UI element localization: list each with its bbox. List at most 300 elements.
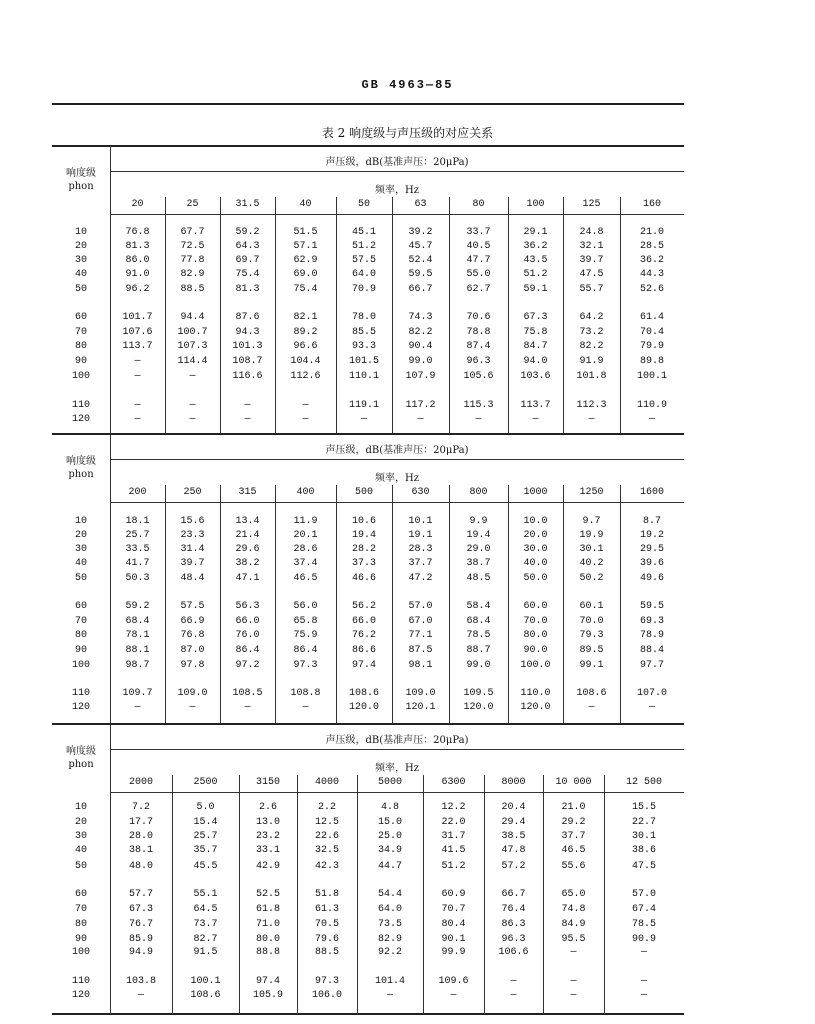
spl-value: 97.4 xyxy=(351,660,376,671)
spl-value: 19.9 xyxy=(579,530,604,541)
spl-value: 30.1 xyxy=(579,544,604,555)
phon-level: 90 xyxy=(74,934,87,945)
table-section-3 xyxy=(52,723,684,1015)
spl-value: — xyxy=(475,414,482,425)
spl-value: 78.5 xyxy=(631,919,656,930)
spl-value: 89.8 xyxy=(639,356,664,367)
spl-value: 97.3 xyxy=(293,660,318,671)
spl-value: — xyxy=(244,702,251,713)
spl-value: 36.2 xyxy=(523,241,548,252)
span-title-rule xyxy=(110,459,684,460)
spl-value: — xyxy=(510,990,517,1001)
phon-level: 10 xyxy=(74,802,87,813)
spl-value: 108.6 xyxy=(576,688,607,699)
spl-value: 106.0 xyxy=(311,990,342,1001)
phon-level: 80 xyxy=(74,919,87,930)
spl-value: 64.5 xyxy=(193,904,218,915)
spl-value: 31.7 xyxy=(441,831,466,842)
spl-value: 92.2 xyxy=(377,947,402,958)
row-header-line1: 响度级 xyxy=(66,746,96,757)
phon-level: 60 xyxy=(74,889,87,900)
frequency-column-head: 800 xyxy=(469,487,488,498)
spl-value: 70.9 xyxy=(351,284,376,295)
spl-value: 42.3 xyxy=(314,861,339,872)
spl-value: — xyxy=(137,990,144,1001)
spl-value: — xyxy=(302,414,309,425)
spl-value: 20.0 xyxy=(523,530,548,541)
spl-value: 51.2 xyxy=(523,269,548,280)
header-rule xyxy=(52,103,684,105)
spl-value: 78.1 xyxy=(125,630,150,641)
spl-value: 67.0 xyxy=(408,616,433,627)
section-top-rule xyxy=(52,433,684,435)
spl-value: 82.9 xyxy=(377,934,402,945)
spl-value: 29.0 xyxy=(466,544,491,555)
spl-value: 87.0 xyxy=(180,645,205,656)
spl-value: — xyxy=(302,400,309,411)
spl-value: 39.6 xyxy=(639,558,664,569)
spl-value: 85.5 xyxy=(351,327,376,338)
spl-value: 70.4 xyxy=(639,327,664,338)
spl-value: 24.8 xyxy=(579,227,604,238)
phon-level: 50 xyxy=(74,284,87,295)
spl-value: 29.5 xyxy=(639,544,664,555)
spl-value: 71.0 xyxy=(255,919,280,930)
spl-value: 59.1 xyxy=(523,284,548,295)
spl-value: 47.5 xyxy=(579,269,604,280)
spl-value: — xyxy=(640,976,647,987)
frequency-column-head: 8000 xyxy=(501,777,526,788)
spl-value: 34.9 xyxy=(377,845,402,856)
phon-level: 20 xyxy=(74,817,87,828)
phon-level: 30 xyxy=(74,255,87,266)
spl-value: 66.7 xyxy=(501,889,526,900)
spl-value: 50.3 xyxy=(125,573,150,584)
phon-level: 60 xyxy=(74,312,87,323)
row-header-line1: 响度级 xyxy=(66,168,96,179)
phon-level: 100 xyxy=(71,947,90,958)
spl-value: — xyxy=(640,947,647,958)
spl-value: — xyxy=(640,990,647,1001)
spl-value: 64.0 xyxy=(351,269,376,280)
spl-value: 87.6 xyxy=(235,312,260,323)
spl-value: — xyxy=(648,702,655,713)
spl-value: 56.2 xyxy=(351,601,376,612)
section-top-rule xyxy=(52,723,684,725)
phon-level: 80 xyxy=(74,630,87,641)
spl-value: 39.7 xyxy=(579,255,604,266)
spl-value: 41.5 xyxy=(441,845,466,856)
spl-value: 46.6 xyxy=(351,573,376,584)
spl-value: 48.5 xyxy=(466,573,491,584)
frequency-column-head: 5000 xyxy=(377,777,402,788)
phon-level: 100 xyxy=(71,660,90,671)
spl-value: 55.6 xyxy=(561,861,586,872)
spl-value: 23.2 xyxy=(255,831,280,842)
spl-span-title: 声压级，dB(基准声压：20μPa) xyxy=(325,157,469,168)
spl-value: 33.1 xyxy=(255,845,280,856)
spl-value: 97.8 xyxy=(180,660,205,671)
spl-value: 38.7 xyxy=(466,558,491,569)
spl-value: 42.9 xyxy=(255,861,280,872)
spl-value: 88.5 xyxy=(180,284,205,295)
spl-value: 4.8 xyxy=(380,802,399,813)
spl-value: 57.5 xyxy=(351,255,376,266)
spl-value: 101.5 xyxy=(348,356,379,367)
spl-value: 91.9 xyxy=(579,356,604,367)
spl-value: 10.1 xyxy=(408,516,433,527)
spl-value: 47.5 xyxy=(631,861,656,872)
spl-value: 110.9 xyxy=(636,400,667,411)
phon-level: 70 xyxy=(74,616,87,627)
frequency-column-head: 160 xyxy=(642,199,661,210)
spl-value: 117.2 xyxy=(405,400,436,411)
spl-value: 85.9 xyxy=(128,934,153,945)
spl-value: 101.8 xyxy=(576,371,607,382)
spl-value: 55.0 xyxy=(466,269,491,280)
spl-value: 66.9 xyxy=(180,616,205,627)
spl-value: 98.1 xyxy=(408,660,433,671)
spl-value: 67.7 xyxy=(180,227,205,238)
spl-value: 97.7 xyxy=(639,660,664,671)
span-title-rule xyxy=(110,171,684,172)
spl-value: 67.3 xyxy=(523,312,548,323)
spl-value: 25.7 xyxy=(125,530,150,541)
phon-level: 30 xyxy=(74,831,87,842)
spl-value: 76.2 xyxy=(351,630,376,641)
spl-value: 86.4 xyxy=(293,645,318,656)
phon-level: 70 xyxy=(74,904,87,915)
frequency-column-head: 4000 xyxy=(314,777,339,788)
spl-value: 47.7 xyxy=(466,255,491,266)
spl-value: 38.5 xyxy=(501,831,526,842)
spl-value: 115.3 xyxy=(463,400,494,411)
spl-value: 57.5 xyxy=(180,601,205,612)
spl-value: 96.2 xyxy=(125,284,150,295)
spl-value: 43.5 xyxy=(523,255,548,266)
spl-value: 94.9 xyxy=(128,947,153,958)
spl-value: — xyxy=(648,414,655,425)
spl-value: 10.6 xyxy=(351,516,376,527)
phon-level: 10 xyxy=(74,227,87,238)
spl-value: 30.1 xyxy=(631,831,656,842)
spl-value: 82.2 xyxy=(579,341,604,352)
phon-level: 60 xyxy=(74,601,87,612)
spl-value: 59.2 xyxy=(125,601,150,612)
spl-value: 66.0 xyxy=(351,616,376,627)
spl-value: 33.7 xyxy=(466,227,491,238)
spl-value: 69.3 xyxy=(639,616,664,627)
frequency-column-head: 2000 xyxy=(128,777,153,788)
frequency-column-head: 250 xyxy=(183,487,202,498)
spl-value: 113.7 xyxy=(520,400,551,411)
spl-value: 91.5 xyxy=(193,947,218,958)
spl-value: 108.6 xyxy=(190,990,221,1001)
spl-value: 25.7 xyxy=(193,831,218,842)
spl-value: 100.0 xyxy=(520,660,551,671)
spl-value: — xyxy=(588,414,595,425)
spl-value: 75.4 xyxy=(235,269,260,280)
spl-value: 109.6 xyxy=(438,976,469,987)
spl-value: 112.3 xyxy=(576,400,607,411)
phon-level: 80 xyxy=(74,341,87,352)
phon-level: 110 xyxy=(71,976,90,987)
spl-value: 94.4 xyxy=(180,312,205,323)
spl-value: 99.0 xyxy=(408,356,433,367)
spl-value: 2.6 xyxy=(258,802,277,813)
spl-value: 60.0 xyxy=(523,601,548,612)
spl-value: 59.5 xyxy=(639,601,664,612)
spl-value: 79.9 xyxy=(639,341,664,352)
spl-value: 66.7 xyxy=(408,284,433,295)
spl-value: 2.2 xyxy=(317,802,336,813)
spl-value: 47.1 xyxy=(235,573,260,584)
spl-value: 51.2 xyxy=(441,861,466,872)
spl-value: 62.7 xyxy=(466,284,491,295)
phon-level: 90 xyxy=(74,356,87,367)
spl-value: 64.0 xyxy=(377,904,402,915)
spl-value: — xyxy=(588,702,595,713)
spl-value: 49.6 xyxy=(639,573,664,584)
spl-value: 112.6 xyxy=(290,371,321,382)
spl-value: 38.6 xyxy=(631,845,656,856)
spl-value: — xyxy=(510,976,517,987)
spl-value: 20.1 xyxy=(293,530,318,541)
spl-value: 69.7 xyxy=(235,255,260,266)
spl-value: 51.5 xyxy=(293,227,318,238)
frequency-column-head: 20 xyxy=(131,199,144,210)
spl-value: 108.8 xyxy=(290,688,321,699)
spl-value: — xyxy=(302,702,309,713)
spl-value: 30.0 xyxy=(523,544,548,555)
frequency-column-head: 630 xyxy=(411,487,430,498)
frequency-column-head: 1000 xyxy=(523,487,548,498)
spl-value: 29.4 xyxy=(501,817,526,828)
spl-value: 11.9 xyxy=(293,516,318,527)
spl-value: 105.6 xyxy=(463,371,494,382)
spl-value: 7.2 xyxy=(131,802,150,813)
spl-value: 80.4 xyxy=(441,919,466,930)
row-header-line2: phon xyxy=(68,181,94,192)
spl-value: 20.4 xyxy=(501,802,526,813)
spl-value: 70.5 xyxy=(314,919,339,930)
spl-value: 67.4 xyxy=(631,904,656,915)
spl-value: 99.1 xyxy=(579,660,604,671)
spl-value: 90.1 xyxy=(441,934,466,945)
spl-value: 103.6 xyxy=(520,371,551,382)
spl-value: 29.6 xyxy=(235,544,260,555)
spl-value: 29.2 xyxy=(561,817,586,828)
spl-value: 17.7 xyxy=(128,817,153,828)
frequency-column-head: 500 xyxy=(354,487,373,498)
spl-span-title: 声压级，dB(基准声压：20μPa) xyxy=(325,445,469,456)
frequency-column-head: 40 xyxy=(299,199,312,210)
row-header-line2: phon xyxy=(68,469,94,480)
spl-value: 56.3 xyxy=(235,601,260,612)
spl-value: 66.0 xyxy=(235,616,260,627)
spl-value: 19.4 xyxy=(466,530,491,541)
spl-value: 76.8 xyxy=(125,227,150,238)
spl-value: 48.0 xyxy=(128,861,153,872)
row-header-label xyxy=(52,745,110,771)
spl-value: 19.4 xyxy=(351,530,376,541)
spl-value: 50.0 xyxy=(523,573,548,584)
spl-value: 109.0 xyxy=(177,688,208,699)
spl-value: 12.2 xyxy=(441,802,466,813)
spl-value: 74.3 xyxy=(408,312,433,323)
phon-level: 100 xyxy=(71,371,90,382)
spl-value: 40.0 xyxy=(523,558,548,569)
spl-value: 79.6 xyxy=(314,934,339,945)
spl-value: 120.0 xyxy=(348,702,379,713)
spl-value: 57.0 xyxy=(631,889,656,900)
spl-value: 51.8 xyxy=(314,889,339,900)
section-top-rule xyxy=(52,145,684,147)
spl-value: 86.3 xyxy=(501,919,526,930)
section-bottom-rule xyxy=(52,1013,684,1015)
spl-value: 57.2 xyxy=(501,861,526,872)
spl-value: 13.0 xyxy=(255,817,280,828)
spl-value: 96.3 xyxy=(501,934,526,945)
spl-value: 120.1 xyxy=(405,702,436,713)
spl-value: 99.9 xyxy=(441,947,466,958)
spl-value: 68.4 xyxy=(466,616,491,627)
table-caption: 表 2 响度级与声压级的对应关系 xyxy=(321,126,494,140)
spl-value: 13.4 xyxy=(235,516,260,527)
spl-value: 15.5 xyxy=(631,802,656,813)
spl-value: 68.4 xyxy=(125,616,150,627)
spl-value: — xyxy=(134,414,141,425)
phon-level: 70 xyxy=(74,327,87,338)
spl-value: 15.0 xyxy=(377,817,402,828)
spl-value: 55.1 xyxy=(193,889,218,900)
frequency-column-head: 6300 xyxy=(441,777,466,788)
table-section-2 xyxy=(52,433,684,723)
spl-value: 40.5 xyxy=(466,241,491,252)
spl-value: 65.8 xyxy=(293,616,318,627)
spl-value: 62.9 xyxy=(293,255,318,266)
spl-value: 75.8 xyxy=(523,327,548,338)
spl-value: 78.8 xyxy=(466,327,491,338)
spl-value: 110.0 xyxy=(520,688,551,699)
phon-level: 120 xyxy=(71,990,90,1001)
spl-value: 57.7 xyxy=(128,889,153,900)
spl-value: 52.4 xyxy=(408,255,433,266)
spl-value: 110.1 xyxy=(348,371,379,382)
spl-value: 9.7 xyxy=(582,516,601,527)
spl-value: 70.6 xyxy=(466,312,491,323)
spl-value: 72.5 xyxy=(180,241,205,252)
spl-span-title: 声压级，dB(基准声压：20μPa) xyxy=(325,735,469,746)
spl-value: 69.0 xyxy=(293,269,318,280)
spl-value: 96.6 xyxy=(293,341,318,352)
spl-value: 107.0 xyxy=(636,688,667,699)
spl-value: 33.5 xyxy=(125,544,150,555)
spl-value: 41.7 xyxy=(125,558,150,569)
phon-level: 30 xyxy=(74,544,87,555)
spl-value: — xyxy=(244,414,251,425)
spl-value: 60.1 xyxy=(579,601,604,612)
spl-value: 15.4 xyxy=(193,817,218,828)
spl-value: 5.0 xyxy=(196,802,215,813)
spl-value: 21.0 xyxy=(561,802,586,813)
frequency-column-head: 25 xyxy=(186,199,199,210)
spl-value: 73.2 xyxy=(579,327,604,338)
spl-value: 88.4 xyxy=(639,645,664,656)
spl-value: 31.4 xyxy=(180,544,205,555)
spl-value: 65.0 xyxy=(561,889,586,900)
phon-level: 10 xyxy=(74,516,87,527)
spl-value: 10.0 xyxy=(523,516,548,527)
spl-value: 109.5 xyxy=(463,688,494,699)
column-head-rule xyxy=(110,502,684,503)
spl-value: 103.8 xyxy=(125,976,156,987)
spl-value: 67.3 xyxy=(128,904,153,915)
spl-value: 87.5 xyxy=(408,645,433,656)
frequency-title: 频率，Hz xyxy=(375,185,419,196)
spl-value: 48.4 xyxy=(180,573,205,584)
spl-value: 15.6 xyxy=(180,516,205,527)
spl-value: 120.0 xyxy=(520,702,551,713)
spl-value: 78.5 xyxy=(466,630,491,641)
spl-value: 44.3 xyxy=(639,269,664,280)
spl-value: 59.2 xyxy=(235,227,260,238)
spl-value: 108.6 xyxy=(348,688,379,699)
spl-value: — xyxy=(189,371,196,382)
spl-value: 8.7 xyxy=(642,516,661,527)
spl-value: 9.9 xyxy=(469,516,488,527)
spl-value: 19.1 xyxy=(408,530,433,541)
table-section-1 xyxy=(52,145,684,433)
document-header: GB 4963—85 xyxy=(361,78,454,92)
spl-value: 47.8 xyxy=(501,845,526,856)
frequency-column-head: 315 xyxy=(238,487,257,498)
spl-value: 61.8 xyxy=(255,904,280,915)
spl-value: 28.0 xyxy=(128,831,153,842)
spl-value: — xyxy=(244,400,251,411)
spl-value: 88.7 xyxy=(466,645,491,656)
spl-value: — xyxy=(532,414,539,425)
spl-value: 77.8 xyxy=(180,255,205,266)
spl-value: 47.2 xyxy=(408,573,433,584)
spl-value: 37.7 xyxy=(408,558,433,569)
spl-value: — xyxy=(570,976,577,987)
frequency-column-head: 63 xyxy=(414,199,427,210)
spl-value: 23.3 xyxy=(180,530,205,541)
spl-value: 70.0 xyxy=(579,616,604,627)
frequency-column-head: 200 xyxy=(128,487,147,498)
frequency-column-head: 3150 xyxy=(255,777,280,788)
spl-value: 120.0 xyxy=(463,702,494,713)
spl-value: 76.8 xyxy=(180,630,205,641)
spl-value: 108.7 xyxy=(232,356,263,367)
spl-value: 70.0 xyxy=(523,616,548,627)
spl-value: 35.7 xyxy=(193,845,218,856)
spl-value: 19.2 xyxy=(639,530,664,541)
spl-value: 22.7 xyxy=(631,817,656,828)
spl-value: 100.7 xyxy=(177,327,208,338)
spl-value: 108.5 xyxy=(232,688,263,699)
spl-value: 36.2 xyxy=(639,255,664,266)
spl-value: 70.7 xyxy=(441,904,466,915)
spl-value: 40.2 xyxy=(579,558,604,569)
spl-value: 58.4 xyxy=(466,601,491,612)
spl-value: 95.5 xyxy=(561,934,586,945)
spl-value: 45.1 xyxy=(351,227,376,238)
frequency-column-head: 400 xyxy=(296,487,315,498)
spl-value: 29.1 xyxy=(523,227,548,238)
phon-level: 20 xyxy=(74,530,87,541)
